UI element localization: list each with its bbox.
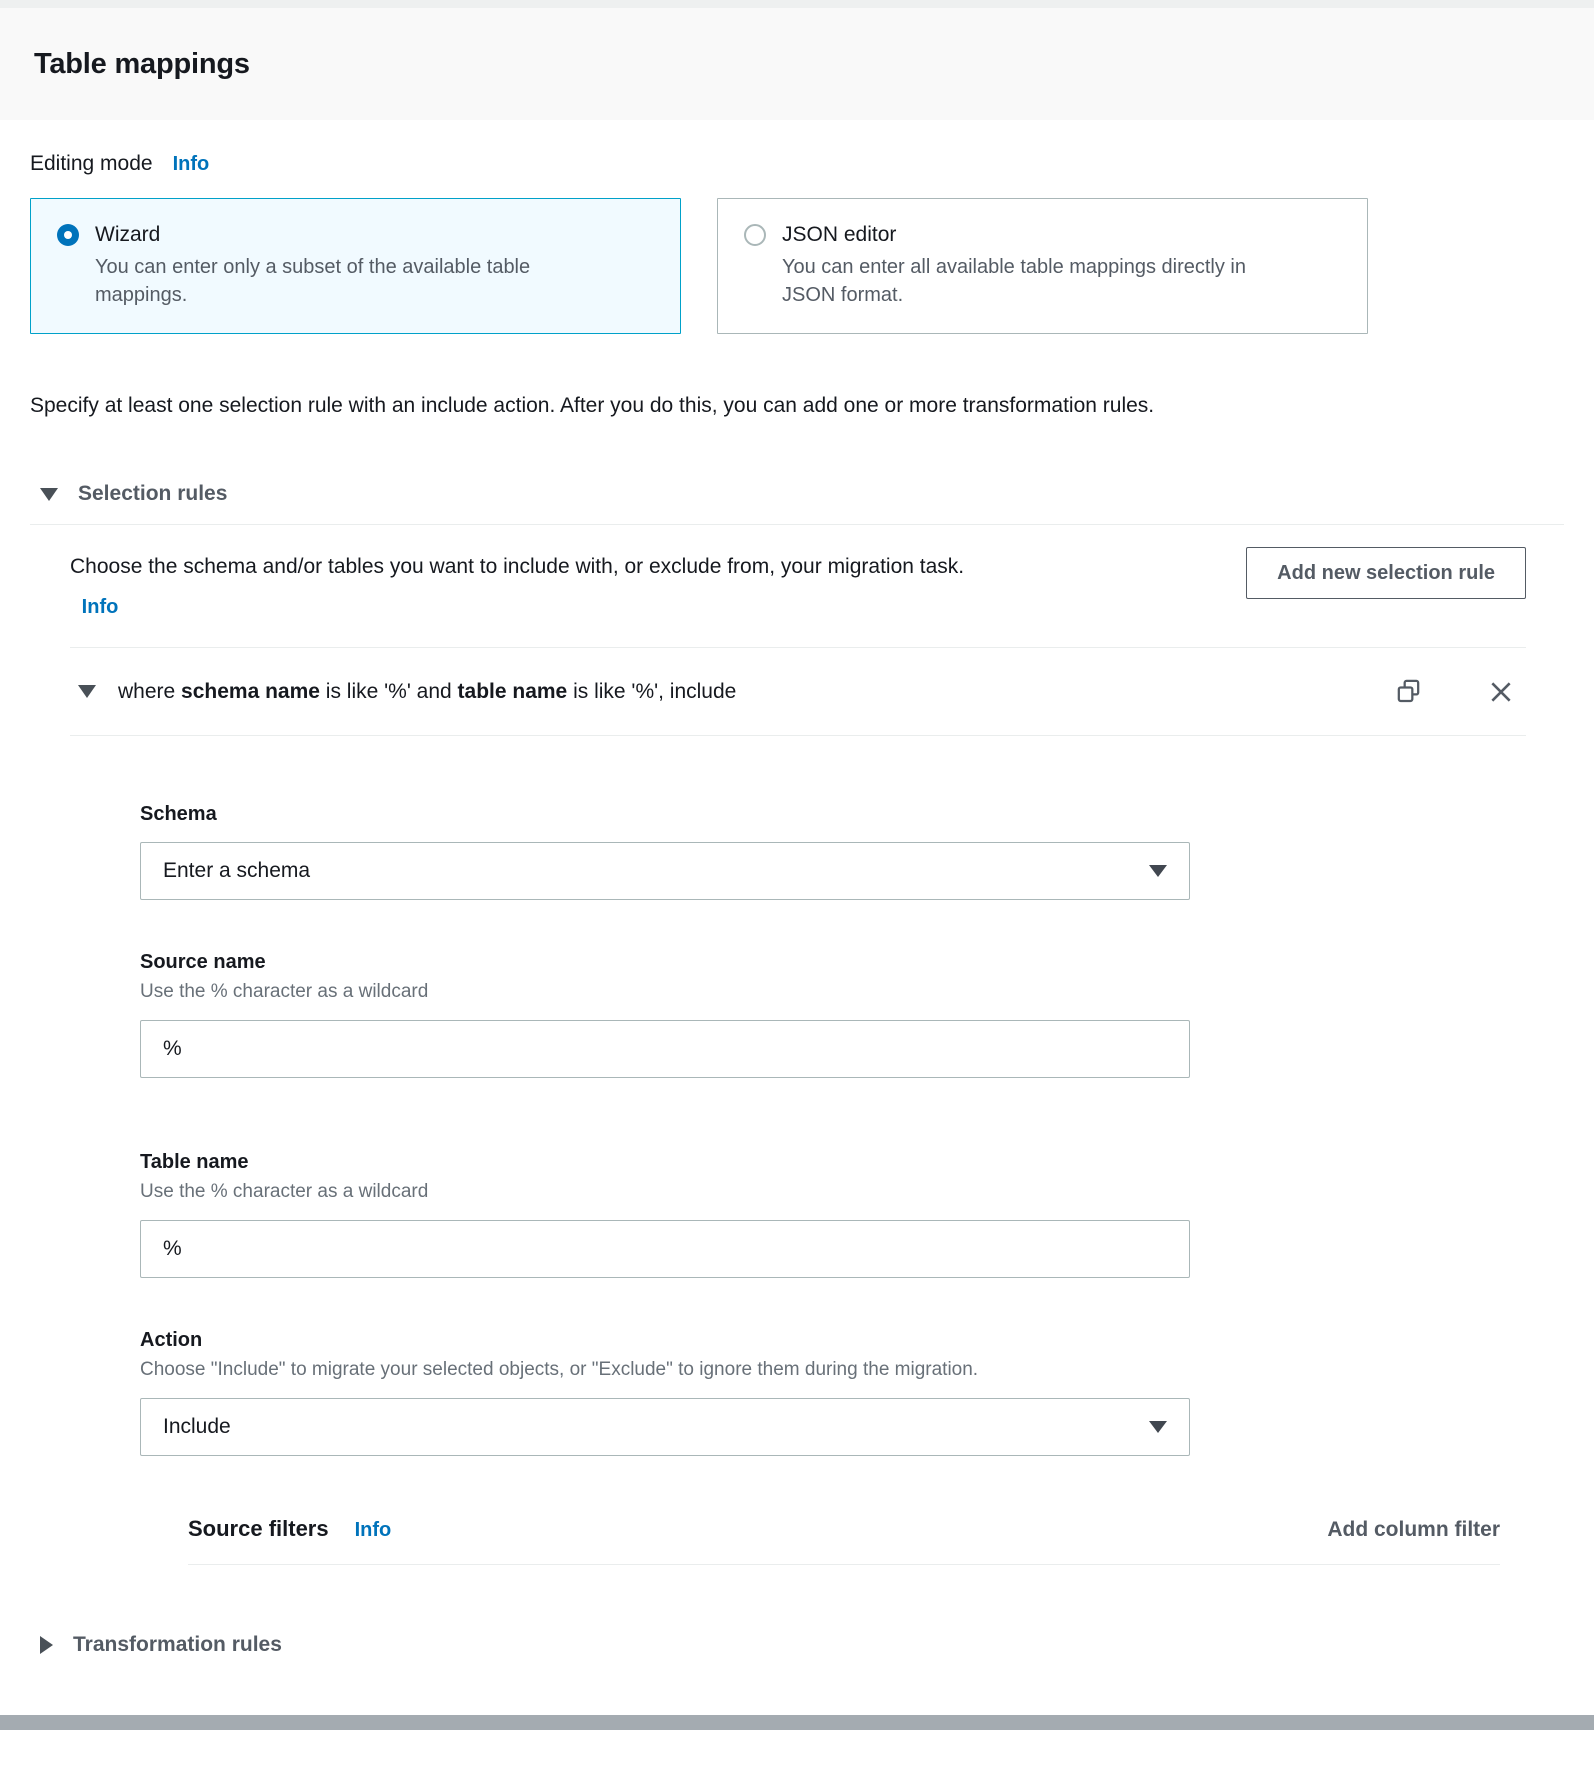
top-strip (0, 0, 1594, 8)
json-editor-option-card[interactable] (717, 198, 1368, 334)
source-name-field-group (140, 950, 1526, 1078)
json-editor-option-label: JSON editor (782, 223, 897, 246)
source-filters-row (188, 1516, 1500, 1542)
table-name-label: Table name (140, 1151, 249, 1173)
editing-mode-label: Editing mode (30, 152, 153, 175)
table-name-description: Use the % character as a wildcard (140, 1181, 429, 1202)
selection-rules-description (70, 547, 998, 627)
caret-down-icon (40, 488, 58, 501)
selection-rule-header[interactable] (70, 648, 1526, 735)
editing-mode-row (30, 152, 1564, 176)
json-editor-option-description: You can enter all available table mappings directly in JSON format. (782, 256, 1246, 306)
wizard-option-description: You can enter only a subset of the available table mappings. (95, 256, 531, 306)
schema-field-group (140, 802, 1526, 900)
json-editor-option-head (744, 223, 1341, 247)
table-name-field-group (140, 1150, 1526, 1278)
section-divider (30, 524, 1564, 525)
transformation-rules-title: Transformation rules (73, 1633, 282, 1656)
rule-actions (1395, 678, 1514, 705)
source-filters-label: Source filters (188, 1516, 329, 1541)
add-column-filter-button[interactable]: Add column filter (1327, 1518, 1500, 1541)
caret-down-icon (78, 685, 96, 698)
schema-label: Schema (140, 803, 217, 825)
radio-selected-icon (57, 224, 79, 246)
dropdown-arrow-icon (1149, 865, 1167, 877)
source-name-label: Source name (140, 951, 266, 973)
action-select[interactable] (140, 1398, 1190, 1456)
intro-text: Specify at least one selection rule with an include action. After you do this, you can add one or more transformation rules. (30, 394, 1155, 417)
radio-unselected-icon (744, 224, 766, 246)
selection-rules-content (70, 547, 1526, 1565)
wizard-option-head (57, 223, 654, 247)
bottom-scrollbar[interactable] (0, 1715, 1594, 1730)
source-filters-divider (188, 1564, 1500, 1565)
editing-mode-options (30, 198, 1564, 334)
wizard-option-label: Wizard (95, 223, 161, 246)
source-name-input[interactable] (140, 1020, 1190, 1078)
close-icon (1488, 679, 1514, 705)
schema-select-value: Enter a schema (163, 859, 311, 882)
rule-summary-text: is like '%', include (567, 679, 737, 703)
source-name-description: Use the % character as a wildcard (140, 981, 429, 1002)
editing-mode-info-link[interactable]: Info (172, 153, 210, 175)
action-field-group (140, 1328, 1526, 1456)
selection-rule-form (70, 736, 1526, 1456)
copy-icon (1395, 678, 1422, 705)
wizard-option-card[interactable] (30, 198, 681, 334)
action-label: Action (140, 1329, 203, 1351)
dropdown-arrow-icon (1149, 1421, 1167, 1433)
selection-rules-description-text: Choose the schema and/or tables you want to include with, or exclude from, your migration task. (70, 555, 965, 578)
page-title: Table mappings (34, 47, 250, 80)
delete-rule-button[interactable] (1488, 679, 1514, 705)
source-filters-info-link[interactable]: Info (354, 1519, 392, 1541)
copy-rule-button[interactable] (1395, 678, 1422, 705)
add-new-selection-rule-button[interactable]: Add new selection rule (1246, 547, 1526, 599)
rule-summary-table-name: table name (457, 679, 568, 703)
action-select-value: Include (163, 1415, 231, 1438)
selection-rules-title: Selection rules (78, 482, 228, 505)
selection-rules-info-link[interactable]: Info (81, 596, 119, 618)
page-header (0, 8, 1594, 120)
rule-summary-text: where (118, 679, 182, 703)
rule-summary-schema-name: schema name (181, 679, 320, 703)
selection-rule-summary (118, 680, 736, 704)
caret-right-icon (40, 1636, 53, 1654)
selection-rules-intro-row (70, 547, 1526, 627)
table-mappings-panel (0, 152, 1594, 1657)
action-description: Choose "Include" to migrate your selected objects, or "Exclude" to ignore them during the migration. (140, 1359, 979, 1380)
selection-rules-section-header[interactable] (30, 482, 1564, 506)
rule-summary-text: is like '%' and (319, 679, 458, 703)
schema-select[interactable] (140, 842, 1190, 900)
table-name-input[interactable] (140, 1220, 1190, 1278)
transformation-rules-section-header[interactable] (30, 1633, 1564, 1657)
